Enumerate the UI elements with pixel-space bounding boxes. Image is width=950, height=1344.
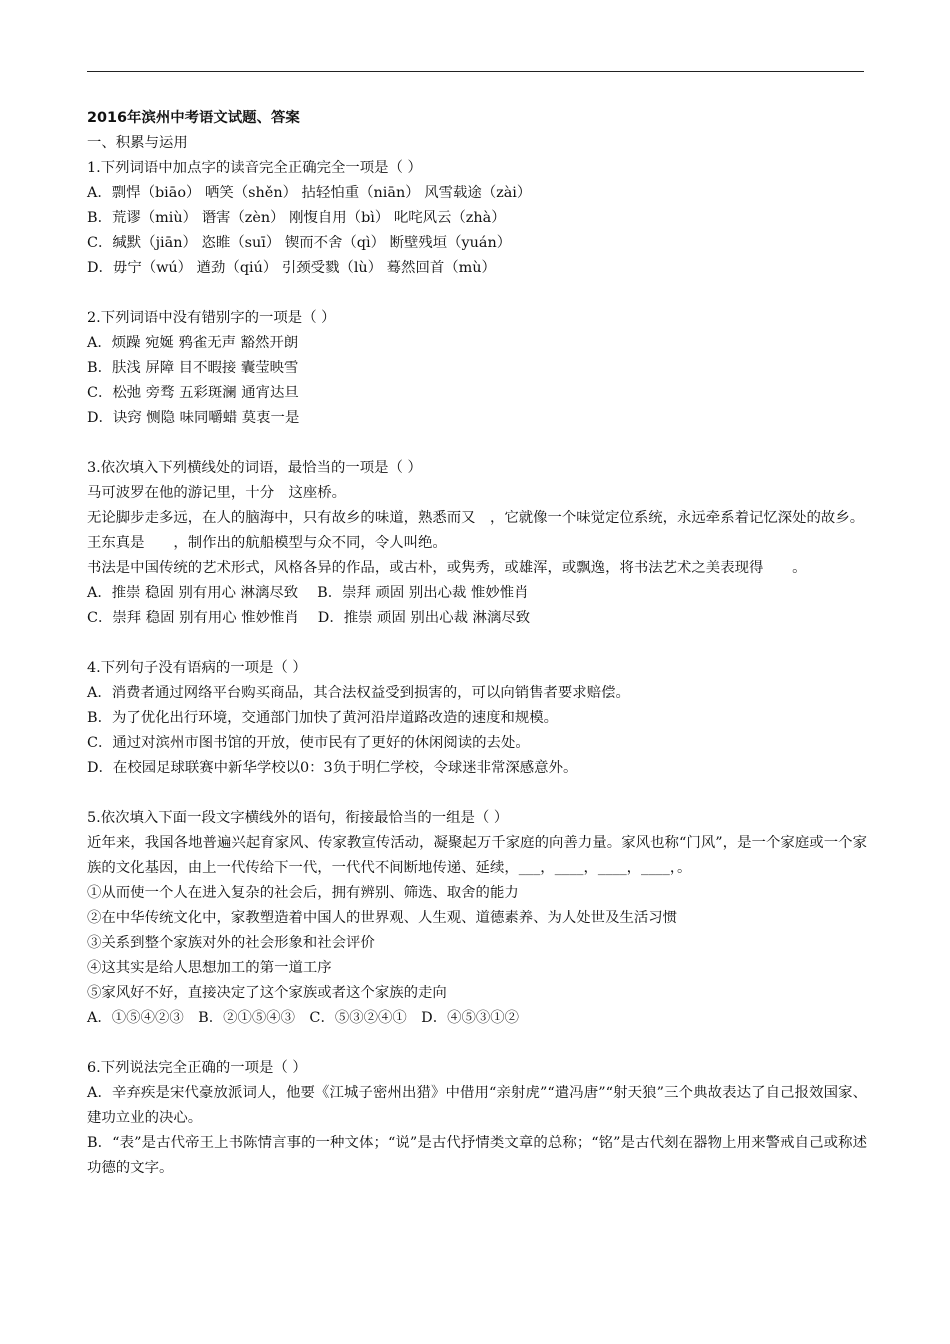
q6-option-b: B．“表”是古代帝王上书陈情言事的一种文体；“说”是古代抒情类文章的总称；“铭”是古代刻在器物上用来警戒自己或称述功德的文字。	[87, 1135, 867, 1176]
q1-option-b: B．荒谬（miù） 谮害（zèn） 刚愎自用（bì） 叱咤风云（zhà）	[87, 210, 506, 226]
document-body	[87, 106, 867, 1181]
section-heading: 一、积累与运用	[87, 135, 188, 151]
spacer	[87, 431, 867, 456]
q5-item-5: ⑤家风好不好，直接决定了这个家族或者这个家族的走向	[87, 985, 447, 1001]
header-rule	[87, 71, 864, 72]
q6-option-a: A．辛弃疾是宋代豪放派词人，他要《江城子密州出猎》中借用“亲射虎”“遣冯唐”“射天狼”三个典故表达了自己报效国家、建功立业的决心。	[87, 1085, 867, 1126]
q6-stem: 6.下列说法完全正确的一项是（ ）	[87, 1060, 307, 1076]
q3-stem: 3.依次填入下列横线处的词语，最恰当的一项是（ ）	[87, 460, 422, 476]
q5-item-3: ③关系到整个家族对外的社会形象和社会评价	[87, 935, 375, 951]
spacer	[87, 281, 867, 306]
q4-option-a: A．消费者通过网络平台购买商品，其合法权益受到损害的，可以向销售者要求赔偿。	[87, 685, 630, 701]
q4-stem: 4.下列句子没有语病的一项是（ ）	[87, 660, 307, 676]
doc-title: 2016年滨州中考语文试题、答案	[87, 110, 300, 126]
q5-passage: 近年来，我国各地普遍兴起育家风、传家教宣传活动，凝聚起万千家庭的向善力量。家风也称“门风”，是一个家庭或一个家族的文化基因，由上一代传给下一代，一代代不间断地传递、延续，___，____，____，____，。	[87, 835, 867, 876]
q1-option-c: C．缄默（jiān） 恣睢（suī） 锲而不舍（qì） 断壁残垣（yuán）	[87, 235, 512, 251]
q2-option-c: C．松弛 旁骛 五彩斑澜 通宵达旦	[87, 385, 299, 401]
q2-option-b: B．肤浅 屏障 目不暇接 囊莹映雪	[87, 360, 299, 376]
q5-item-4: ④这其实是给人思想加工的第一道工序	[87, 960, 332, 976]
q4-option-c: C．通过对滨州市图书馆的开放，使市民有了更好的休闲阅读的去处。	[87, 735, 530, 751]
q3-sentence-4: 书法是中国传统的艺术形式，风格各异的作品，或古朴，或隽秀，或雄浑，或飘逸，将书法艺术之美表现得 。	[87, 560, 807, 576]
q5-item-1: ①从而使一个人在进入复杂的社会后，拥有辨别、筛选、取舍的能力	[87, 885, 519, 901]
q2-option-d: D．诀窍 恻隐 味同嚼蜡 莫衷一是	[87, 410, 300, 426]
spacer	[87, 1031, 867, 1056]
q2-stem: 2.下列词语中没有错别字的一项是（ ）	[87, 310, 336, 326]
q3-sentence-3: 王东真是 ，制作出的航船模型与众不同，令人叫绝。	[87, 535, 447, 551]
q5-stem: 5.依次填入下面一段文字横线外的语句，衔接最恰当的一组是（ ）	[87, 810, 509, 826]
spacer	[87, 781, 867, 806]
spacer	[87, 631, 867, 656]
q3-options-ab: A．推崇 稳固 别有用心 淋漓尽致 B．崇拜 顽固 别出心裁 惟妙惟肖	[87, 585, 529, 601]
q1-stem: 1.下列词语中加点字的读音完全正确完全一项是（ ）	[87, 160, 422, 176]
q4-option-b: B．为了优化出行环境，交通部门加快了黄河沿岸道路改造的速度和规模。	[87, 710, 559, 726]
q2-option-a: A．烦躁 宛娫 鸦雀无声 豁然开朗	[87, 335, 299, 351]
q5-options: A．①⑤④②③ B．②①⑤④③ C．⑤③②④① D．④⑤③①②	[87, 1010, 520, 1026]
q5-item-2: ②在中华传统文化中，家教塑造着中国人的世界观、人生观、道德素养、为人处世及生活习惯	[87, 910, 678, 926]
q3-sentence-1: 马可波罗在他的游记里，十分 这座桥。	[87, 485, 347, 501]
q1-option-d: D．毋宁（wú） 遒劲（qiú） 引颈受戮（lù） 蓦然回首（mù）	[87, 260, 496, 276]
q3-sentence-2: 无论脚步走多远，在人的脑海中，只有故乡的味道，熟悉而又 ，它就像一个味觉定位系统，永远牵系着记忆深处的故乡。	[87, 510, 865, 526]
q1-option-a: A．剽悍（biāo） 哂笑（shěn） 拈轻怕重（niān） 风雪载途（zài）	[87, 185, 532, 201]
q3-options-cd: C．崇拜 稳固 别有用心 惟妙惟肖 D．推崇 顽固 别出心裁 淋漓尽致	[87, 610, 531, 626]
q4-option-d: D．在校园足球联赛中新华学校以0：3负于明仁学校，令球迷非常深感意外。	[87, 760, 578, 776]
